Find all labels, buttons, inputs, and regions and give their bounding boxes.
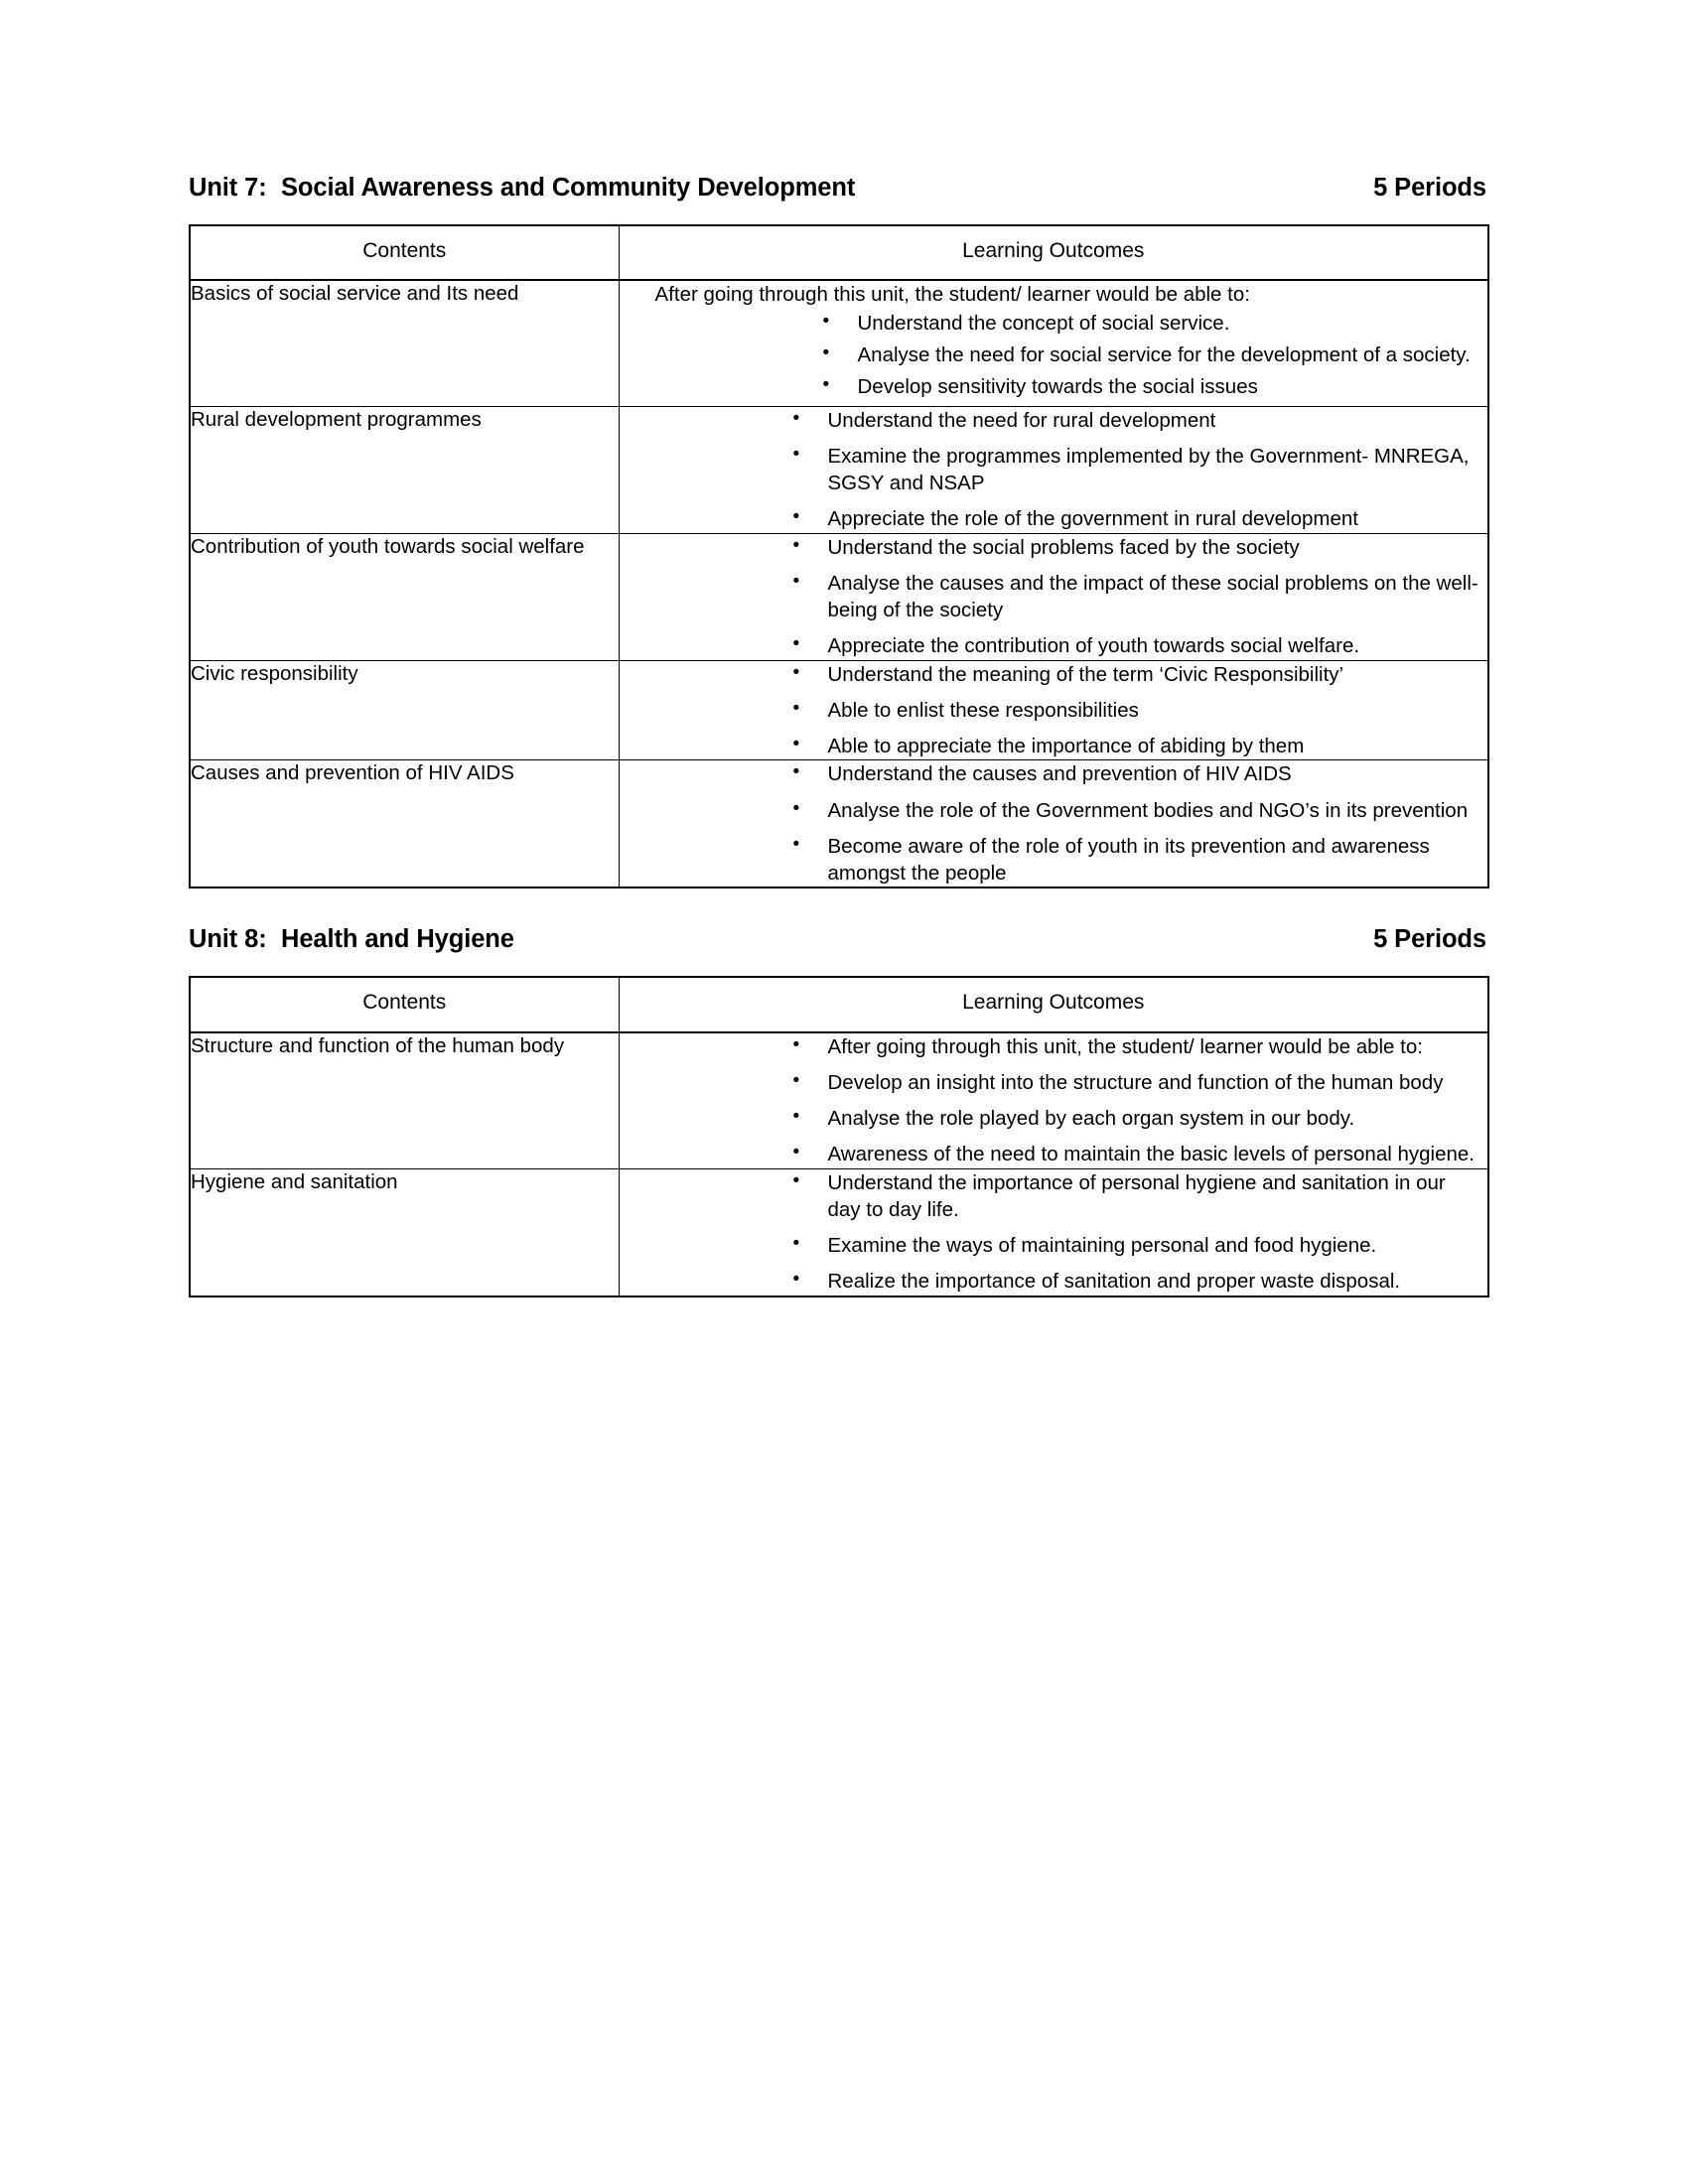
column-header-learning-outcomes: Learning Outcomes: [619, 977, 1488, 1031]
list-item: • Understand the importance of personal hygiene and sanitation in our day to day life.: [620, 1169, 1488, 1224]
outcome-bullet-list: [620, 661, 1488, 760]
list-item: • Understand the causes and prevention of HIV AIDS: [620, 760, 1488, 787]
table-row: [190, 1032, 1488, 1169]
list-item: • Become aware of the role of youth in its prevention and awareness amongst the people: [620, 833, 1488, 887]
table-row: [190, 533, 1488, 660]
unit-periods: 5 Periods: [1373, 925, 1486, 954]
list-item: • Analyse the causes and the impact of these social problems on the well-being of the society: [620, 570, 1488, 624]
column-header-contents: Contents: [190, 977, 619, 1031]
unit-heading-left: [189, 925, 514, 953]
list-item: • Appreciate the role of the government in rural development: [620, 505, 1488, 532]
unit-title: Health and Hygiene: [281, 925, 514, 954]
list-item: • Analyse the role played by each organ system in our body.: [620, 1105, 1488, 1132]
table-row: [190, 660, 1488, 760]
contents-cell: Causes and prevention of HIV AIDS: [190, 760, 619, 888]
list-item: • Understand the meaning of the term ‘Civic Responsibility’: [620, 661, 1488, 688]
list-item: • Awareness of the need to maintain the basic levels of personal hygiene.: [620, 1141, 1488, 1167]
unit-heading-left: [189, 174, 855, 202]
outcomes-cell: [619, 406, 1488, 533]
contents-cell: Civic responsibility: [190, 660, 619, 760]
section-spacer: [189, 888, 1489, 925]
contents-cell: Contribution of youth towards social welfare: [190, 533, 619, 660]
list-item: • Develop sensitivity towards the social issues: [620, 373, 1488, 400]
outcomes-cell: [619, 533, 1488, 660]
contents-cell: Rural development programmes: [190, 406, 619, 533]
unit-number-label: Unit 7:: [189, 174, 267, 202]
outcomes-cell: [619, 280, 1488, 406]
list-item: • Realize the importance of sanitation and proper waste disposal.: [620, 1268, 1488, 1295]
contents-cell: Structure and function of the human body: [190, 1032, 619, 1169]
outcome-bullet-list: [620, 534, 1488, 660]
list-item: • Understand the concept of social service.: [620, 310, 1488, 337]
column-header-contents: Contents: [190, 225, 619, 280]
contents-cell: Basics of social service and Its need: [190, 280, 619, 406]
table-header-row: [190, 225, 1488, 280]
outcomes-cell: [619, 660, 1488, 760]
list-item: • Able to appreciate the importance of abiding by them: [620, 733, 1488, 759]
list-item: • Analyse the role of the Government bodies and NGO’s in its prevention: [620, 797, 1488, 824]
table-row: [190, 760, 1488, 888]
list-item: • After going through this unit, the student/ learner would be able to:: [620, 1033, 1488, 1060]
list-item: • Develop an insight into the structure and function of the human body: [620, 1069, 1488, 1096]
unit-heading-7: [189, 174, 1489, 202]
list-item: • Understand the need for rural development: [620, 407, 1488, 434]
contents-cell: Hygiene and sanitation: [190, 1168, 619, 1297]
syllabus-table-unit-7: [189, 224, 1489, 888]
outcome-bullet-list: [620, 310, 1488, 401]
outcome-bullet-list: [620, 760, 1488, 887]
outcomes-cell: [619, 1032, 1488, 1169]
outcome-bullet-list: [620, 1169, 1488, 1296]
unit-heading-8: [189, 925, 1489, 953]
table-row: [190, 406, 1488, 533]
unit-periods: 5 Periods: [1373, 174, 1486, 202]
list-item: • Examine the ways of maintaining personal and food hygiene.: [620, 1232, 1488, 1259]
table-header-row: [190, 977, 1488, 1031]
list-item: • Examine the programmes implemented by the Government- MNREGA, SGSY and NSAP: [620, 443, 1488, 497]
list-item: • Able to enlist these responsibilities: [620, 697, 1488, 724]
list-item: • Appreciate the contribution of youth towards social welfare.: [620, 632, 1488, 659]
table-row: [190, 280, 1488, 406]
outcome-bullet-list: [620, 1033, 1488, 1168]
list-item: • Analyse the need for social service for the development of a society.: [620, 341, 1488, 368]
column-header-learning-outcomes: Learning Outcomes: [619, 225, 1488, 280]
outcome-bullet-list: [620, 407, 1488, 533]
list-item: • Understand the social problems faced by the society: [620, 534, 1488, 561]
table-row: [190, 1168, 1488, 1297]
syllabus-table-unit-8: [189, 976, 1489, 1297]
outcomes-cell: [619, 760, 1488, 888]
unit-title: Social Awareness and Community Development: [281, 174, 856, 202]
page-content: [189, 174, 1489, 1297]
unit-number-label: Unit 8:: [189, 925, 267, 954]
outcome-intro-paragraph: After going through this unit, the student/ learner would be able to:: [654, 283, 1250, 307]
outcomes-cell: [619, 1168, 1488, 1297]
